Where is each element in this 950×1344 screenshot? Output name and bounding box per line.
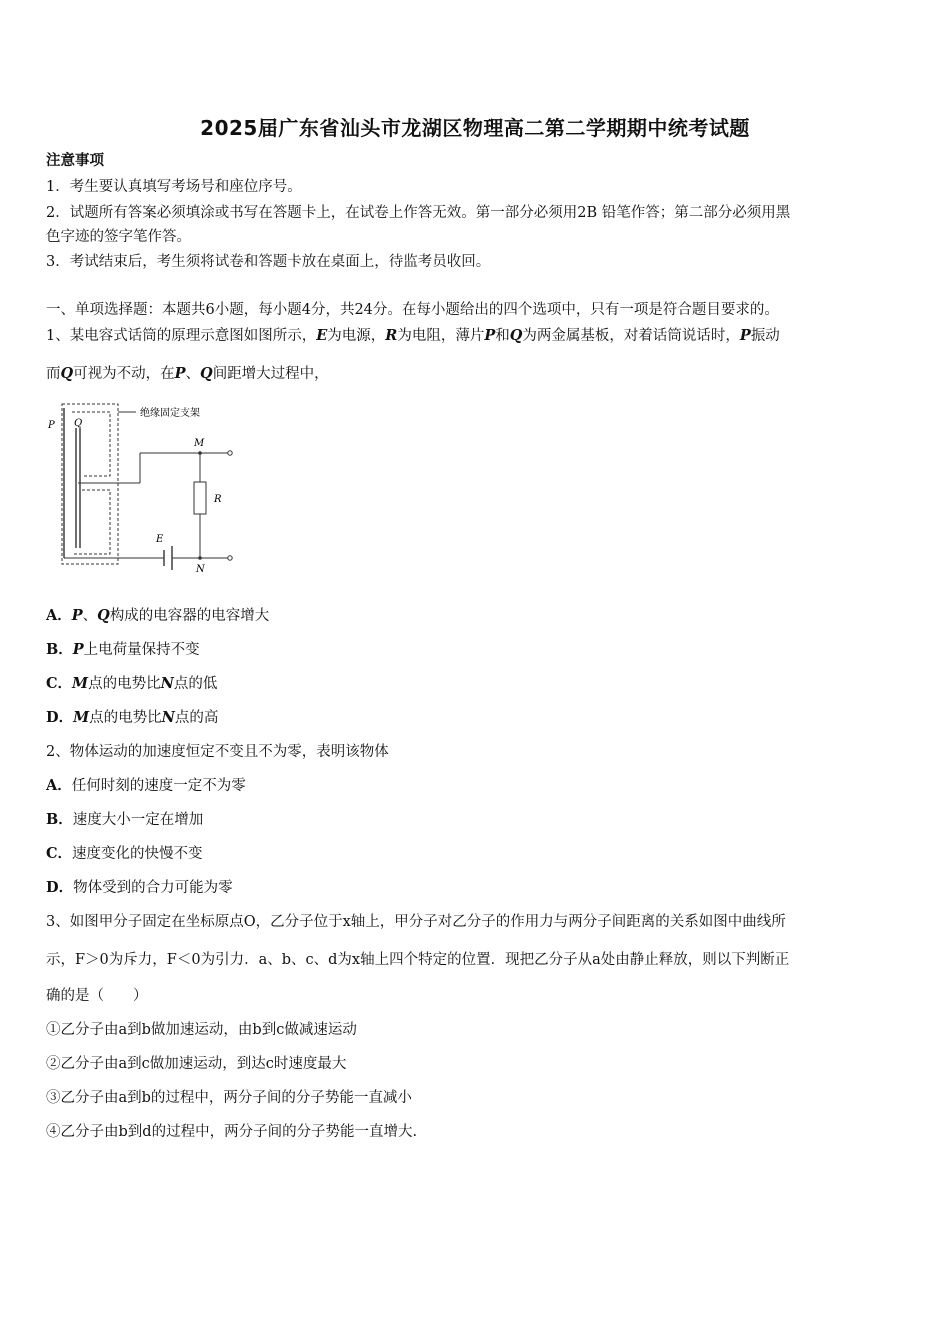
- q2-option-c: C．速度变化的快慢不变: [46, 845, 203, 862]
- resistor-R: [194, 482, 206, 514]
- q3-stem-line3: 确的是（ ）: [46, 988, 148, 1004]
- q1-option-d: D．M点的电势比N点的高: [46, 709, 219, 726]
- q1-option-a: A．P、Q构成的电容器的电容增大: [46, 607, 270, 624]
- q1-stem-line2: 而Q可视为不动，在P、Q间距增大过程中，: [46, 365, 329, 382]
- q1-option-b: B．P上电荷量保持不变: [46, 641, 200, 658]
- page-title: 2025届广东省汕头市龙湖区物理高二第二学期期中统考试题: [200, 116, 750, 140]
- q2-stem: 2、物体运动的加速度恒定不变且不为零，表明该物体: [46, 744, 389, 760]
- q2-option-b: B．速度大小一定在增加: [46, 811, 204, 828]
- label-Q: Q: [74, 418, 83, 429]
- terminal-N: [228, 556, 232, 560]
- q3-statement-2: ②乙分子由a到c做加速运动，到达c时速度最大: [46, 1056, 347, 1072]
- q2-option-d: D．物体受到的合力可能为零: [46, 879, 233, 896]
- notice-heading: 注意事项: [46, 152, 104, 169]
- notice-item-2-cont: 色字迹的签字笔作答。: [46, 229, 191, 245]
- terminal-M: [228, 451, 232, 455]
- q3-stem-line2: 示，F＞0为斥力，F＜0为引力．a、b、c、d为x轴上四个特定的位置．现把乙分子从a处由静止释放，则以下判断正: [46, 952, 790, 968]
- q2-option-a: A．任何时刻的速度一定不为零: [46, 777, 246, 794]
- label-R: R: [214, 494, 222, 505]
- q3-statement-1: ①乙分子由a到b做加速运动，由b到c做减速运动: [46, 1022, 357, 1038]
- notice-item-3: 3．考试结束后，考生须将试卷和答题卡放在桌面上，待监考员收回。: [46, 254, 491, 270]
- q1-stem-line1: 1、某电容式话筒的原理示意图如图所示，E为电源，R为电阻，薄片P和Q为两金属基板，对着话筒说话时，P振动: [46, 327, 780, 344]
- q3-statement-4: ④乙分子由b到d的过程中，两分子间的分子势能一直增大.: [46, 1124, 418, 1140]
- q3-statement-3: ③乙分子由a到b的过程中，两分子间的分子势能一直减小: [46, 1090, 412, 1106]
- support-frame-lower: [72, 490, 110, 554]
- section-heading: 一、单项选择题：本题共6小题，每小题4分，共24分。在每小题给出的四个选项中，只有一项是符合题目要求的。: [46, 302, 779, 318]
- junction-M: [198, 451, 202, 455]
- label-N: N: [196, 564, 205, 575]
- label-M: M: [194, 438, 205, 449]
- notice-item-2: 2．试题所有答案必须填涂或书写在答题卡上，在试卷上作答无效。第一部分必须用2B 铅笔作答；第二部分必须用黑: [46, 205, 791, 221]
- notice-item-1: 1．考生要认真填写考场号和座位序号。: [46, 179, 302, 195]
- label-support: 绝缘固定支架: [140, 408, 200, 419]
- q3-stem-line1: 3、如图甲分子固定在坐标原点O，乙分子位于x轴上，甲分子对乙分子的作用力与两分子间距离的关系如图中曲线所: [46, 914, 786, 930]
- label-E: E: [156, 534, 164, 545]
- label-P: P: [48, 420, 55, 431]
- q1-circuit-figure: [44, 398, 254, 580]
- junction-N: [198, 556, 202, 560]
- q1-option-c: C．M点的电势比N点的低: [46, 675, 218, 692]
